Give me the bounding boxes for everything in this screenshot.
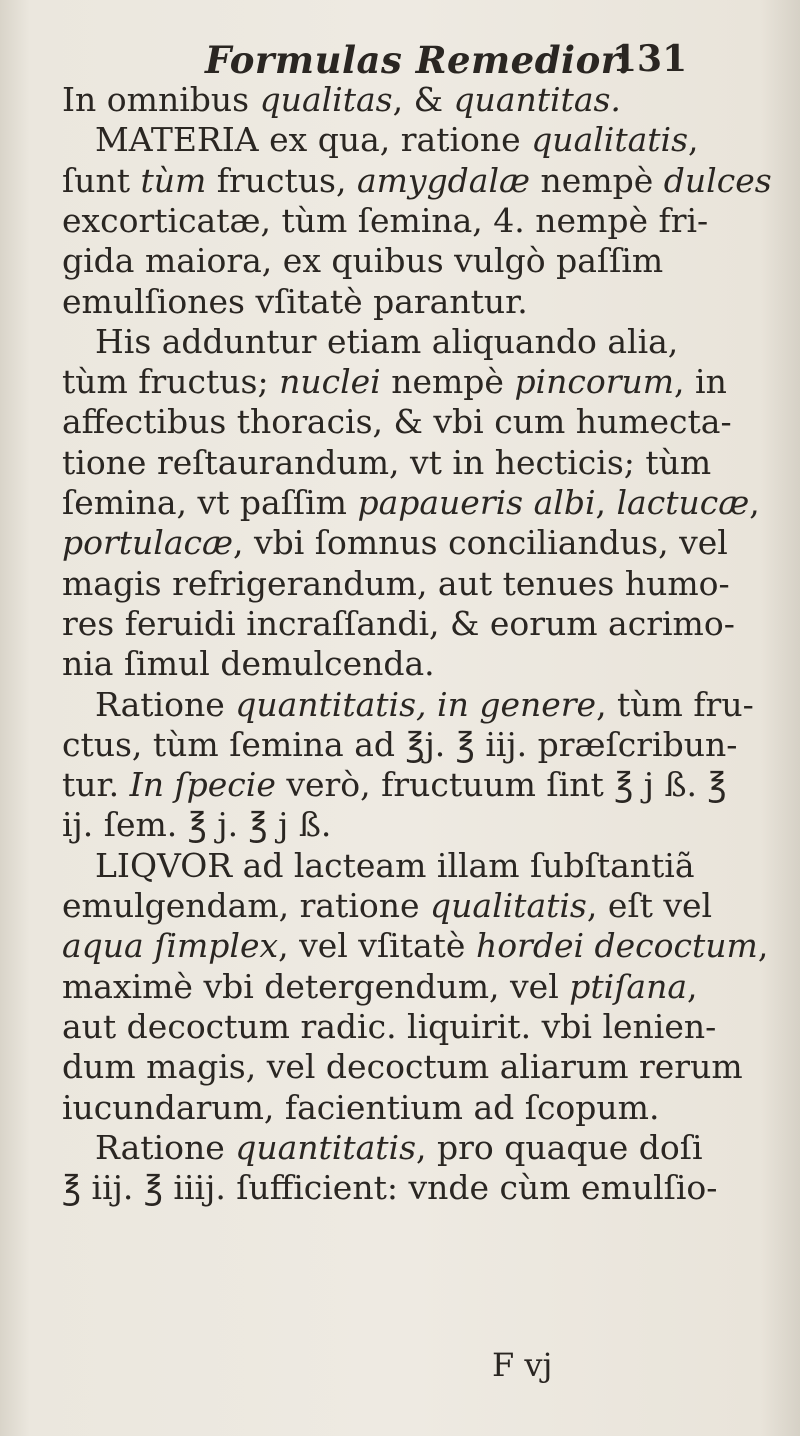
text-line bbox=[62, 362, 727, 402]
roman-text: , pro quaque doſi bbox=[416, 1127, 703, 1167]
roman-text: emulſiones vſitatè parantur. bbox=[62, 281, 528, 321]
roman-text: verò, fructuum ſint ℥ j ß. ℥ bbox=[275, 765, 727, 805]
text-line bbox=[62, 1088, 659, 1128]
italic-text: quantitatis, in genere bbox=[235, 684, 597, 724]
text-line bbox=[62, 926, 768, 966]
italic-text: quantitatis bbox=[235, 1127, 417, 1167]
roman-text: ſemina, vt paſſim bbox=[62, 483, 358, 522]
roman-text: In omnibus bbox=[62, 80, 260, 119]
italic-text: lactucæ bbox=[616, 483, 750, 522]
roman-text: , eſt vel bbox=[586, 886, 713, 925]
roman-text: , tùm fru- bbox=[596, 684, 754, 724]
text-line bbox=[95, 120, 699, 160]
text-line bbox=[95, 685, 754, 725]
italic-text: qualitatis bbox=[430, 886, 587, 925]
roman-text: , bbox=[595, 483, 617, 522]
running-title: Formulas Remedior. bbox=[205, 38, 631, 82]
italic-text: qualitatis bbox=[531, 120, 689, 160]
roman-text: , bbox=[687, 966, 698, 1006]
roman-text: Ratione bbox=[95, 1127, 236, 1167]
roman-text: ctus, tùm ſemina ad ℥j. ℥ iij. præſcribun- bbox=[62, 724, 738, 764]
roman-text: excorticatæ, tùm ſemina, 4. nempè fri- bbox=[62, 200, 709, 240]
text-line bbox=[62, 80, 621, 120]
italic-text: amygdalæ bbox=[356, 160, 531, 200]
roman-text: emulgendam, ratione bbox=[62, 886, 431, 925]
text-line bbox=[62, 765, 727, 805]
roman-text: , in bbox=[674, 362, 727, 402]
text-line bbox=[95, 846, 695, 886]
text-line bbox=[62, 402, 732, 442]
roman-text: magis refrigerandum, aut tenues humo- bbox=[62, 563, 730, 603]
text-line bbox=[62, 886, 712, 926]
roman-text: ij. ſem. ℥ j. ℥ j ß. bbox=[62, 805, 332, 845]
text-line bbox=[95, 1128, 703, 1168]
text-line bbox=[62, 1168, 717, 1208]
text-line bbox=[62, 967, 698, 1007]
roman-text: , bbox=[757, 926, 769, 966]
italic-text: quantitas. bbox=[453, 80, 621, 119]
roman-text: , vel vſitatè bbox=[278, 926, 476, 966]
roman-text: iucundarum, facientium ad ſcopum. bbox=[62, 1087, 660, 1127]
text-line bbox=[62, 644, 435, 684]
roman-text: , vbi ſomnus conciliandus, vel bbox=[233, 523, 728, 563]
italic-text: qualitas bbox=[259, 80, 393, 119]
roman-text: , & bbox=[392, 80, 454, 119]
roman-text: ſunt bbox=[62, 160, 141, 200]
italic-text: In ſpecie bbox=[129, 765, 276, 805]
roman-text: tùm fructus; bbox=[62, 362, 280, 402]
roman-text: nia ſimul demulcenda. bbox=[62, 644, 435, 684]
roman-text: nempè bbox=[530, 160, 664, 200]
italic-text: tùm bbox=[140, 160, 207, 200]
roman-text: His adduntur etiam aliquando alia, bbox=[95, 321, 679, 361]
text-line bbox=[62, 1007, 716, 1047]
roman-text: fructus, bbox=[206, 160, 357, 200]
italic-text: aqua ſimplex bbox=[62, 926, 279, 966]
signature-mark: F vj bbox=[492, 1346, 553, 1384]
roman-text: Ratione bbox=[95, 684, 236, 724]
text-line bbox=[62, 282, 528, 322]
text-line bbox=[62, 564, 730, 604]
roman-text: LIQVOR ad lacteam illam ſubſtantiã bbox=[95, 845, 695, 885]
roman-text: affectibus thoracis, & vbi cum humecta- bbox=[62, 402, 732, 442]
page-number: 131 bbox=[612, 38, 688, 80]
text-line bbox=[62, 241, 663, 281]
text-line bbox=[62, 201, 708, 241]
text-line bbox=[62, 161, 772, 201]
roman-text: nempè bbox=[380, 362, 515, 402]
roman-text: , bbox=[688, 120, 699, 160]
italic-text: ptiſana bbox=[569, 966, 688, 1006]
roman-text: aut decoctum radic. liquirit. vbi lenien- bbox=[62, 1006, 717, 1046]
italic-text: pincorum bbox=[514, 362, 675, 402]
italic-text: hordei decoctum bbox=[475, 926, 758, 966]
italic-text: dulces bbox=[663, 160, 772, 200]
text-line bbox=[62, 483, 760, 523]
roman-text: res feruidi incraſſandi, & eorum acrimo- bbox=[62, 603, 735, 643]
roman-text: maximè vbi detergendum, vel bbox=[62, 966, 570, 1006]
roman-text: tione reſtaurandum, vt in hecticis; tùm bbox=[62, 442, 712, 482]
italic-text: papaueris albi bbox=[357, 483, 596, 522]
roman-text: ℥ iij. ℥ iiij. ſufficient: vnde cùm emulſio- bbox=[62, 1168, 718, 1208]
roman-text: , bbox=[749, 483, 760, 522]
roman-text: MATERIA ex qua, ratione bbox=[95, 120, 532, 160]
italic-text: nuclei bbox=[279, 362, 381, 402]
text-line bbox=[62, 725, 737, 765]
italic-text: portulacæ bbox=[62, 523, 234, 563]
text-line bbox=[95, 322, 678, 362]
roman-text: dum magis, vel decoctum aliarum rerum bbox=[62, 1047, 743, 1087]
text-line bbox=[62, 443, 711, 483]
roman-text: gida maiora, ex quibus vulgò paſſim bbox=[62, 241, 664, 281]
text-line bbox=[62, 1047, 743, 1087]
text-line bbox=[62, 523, 728, 563]
running-head bbox=[0, 28, 800, 88]
text-line bbox=[62, 604, 735, 644]
text-line bbox=[62, 805, 331, 845]
roman-text: tur. bbox=[62, 765, 130, 805]
